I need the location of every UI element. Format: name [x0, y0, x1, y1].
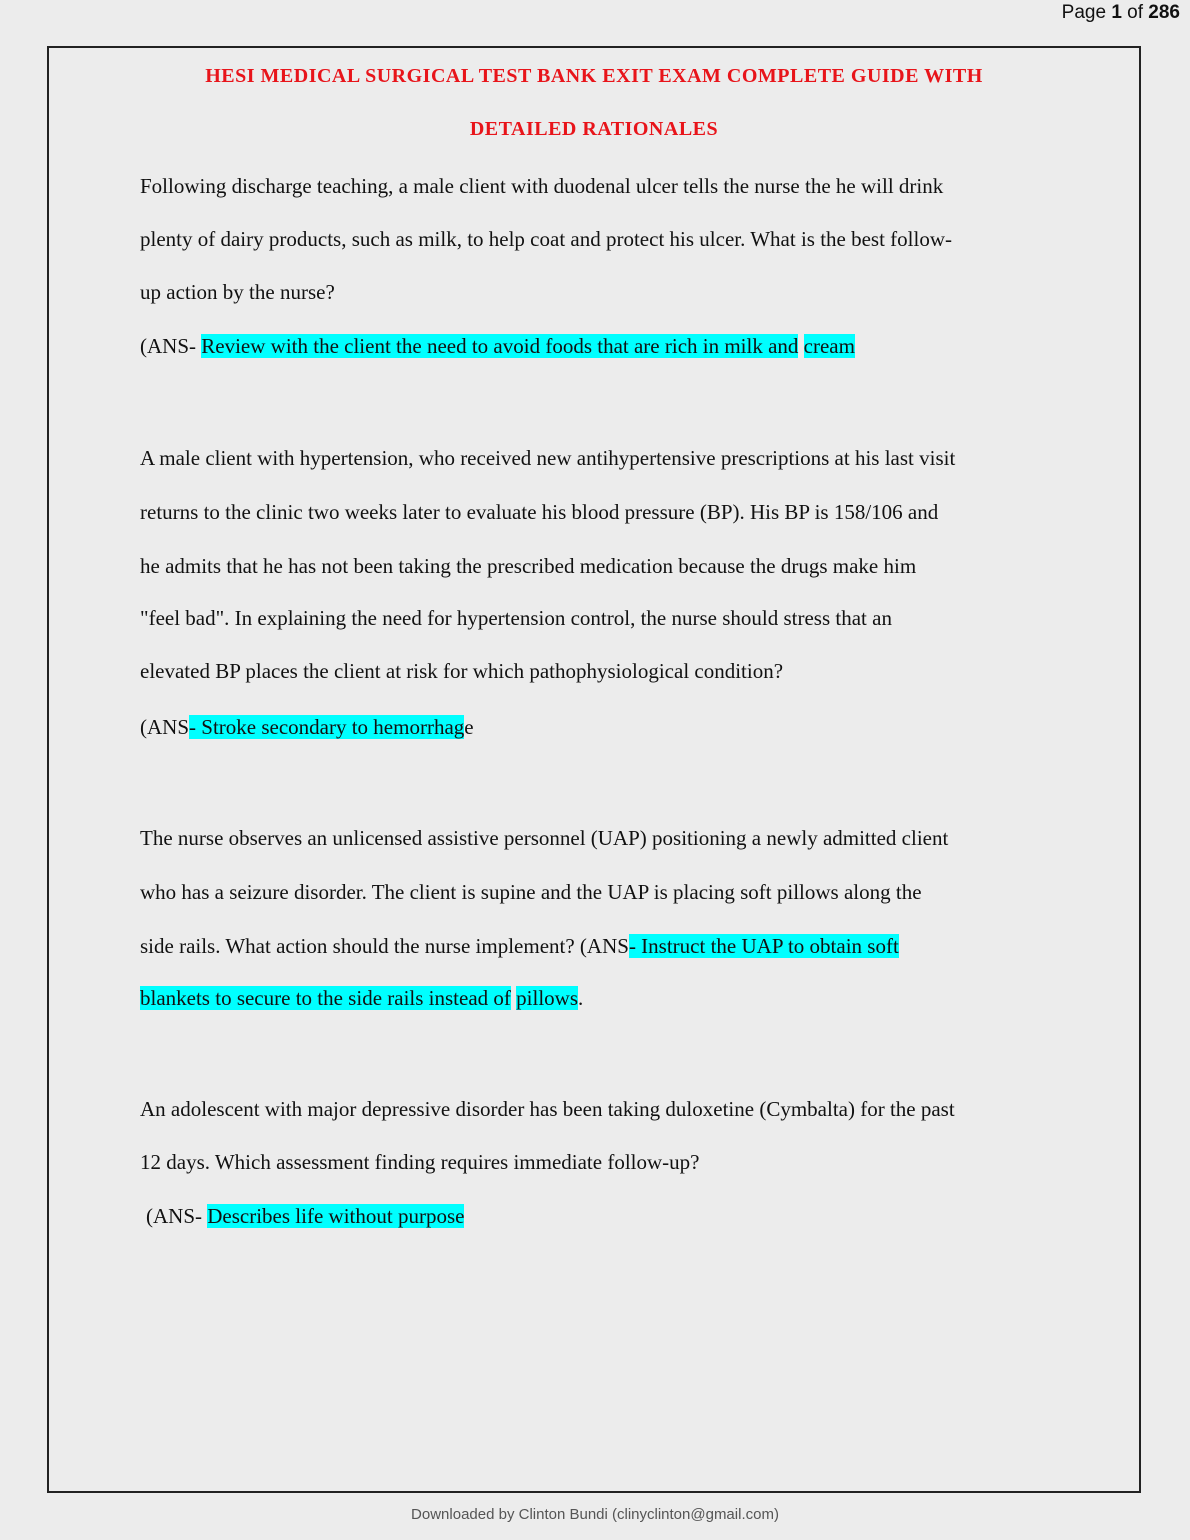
q2-line-1: A male client with hypertension, who received new antihypertensive prescriptions at his last visit: [140, 446, 956, 470]
q3-line-3: side rails. What action should the nurse implement? (ANS- Instruct the UAP to obtain soft: [140, 934, 899, 958]
q1-line-3: up action by the nurse?: [140, 280, 335, 304]
q2-answer: (ANS- Stroke secondary to hemorrhage: [140, 715, 474, 739]
q2-answer-highlight: - Stroke secondary to hemorrhag: [189, 715, 465, 739]
q3-answer-highlight-3: pillows: [516, 986, 578, 1010]
q3-answer-highlight: - Instruct the UAP to obtain soft: [628, 934, 899, 958]
q1-answer-highlight-2: cream: [803, 334, 855, 358]
document-title-line-2: DETAILED RATIONALES: [469, 118, 719, 140]
q3-line-1: The nurse observes an unlicensed assistive personnel (UAP) positioning a newly admitted client: [140, 826, 949, 850]
page-border: [47, 46, 1141, 1493]
q3-line-4: blankets to secure to the side rails instead of pillows.: [140, 986, 584, 1010]
q1-answer-highlight: Review with the client the need to avoid foods that are rich in milk and: [201, 334, 799, 358]
q2-line-5: elevated BP places the client at risk for which pathophysiological condition?: [140, 659, 784, 683]
q4-answer-highlight: Describes life without purpose: [207, 1204, 465, 1228]
q1-line-2: plenty of dairy products, such as milk, to help coat and protect his ulcer. What is the best follow-: [140, 227, 953, 251]
q4-line-2: 12 days. Which assessment finding requires immediate follow-up?: [140, 1150, 700, 1174]
q1-line-1: Following discharge teaching, a male client with duodenal ulcer tells the nurse the he will drink: [140, 174, 944, 198]
q3-line-2: who has a seizure disorder. The client is supine and the UAP is placing soft pillows along the: [140, 880, 922, 904]
q2-line-4: "feel bad". In explaining the need for hypertension control, the nurse should stress that an: [140, 606, 892, 630]
download-footer: Downloaded by Clinton Bundi (clinyclinton@gmail.com): [411, 1506, 779, 1523]
q4-line-1: An adolescent with major depressive disorder has been taking duloxetine (Cymbalta) for the past: [140, 1097, 955, 1121]
q3-answer-highlight-2: blankets to secure to the side rails instead of: [140, 986, 511, 1010]
q4-answer: (ANS- Describes life without purpose: [146, 1204, 465, 1228]
page-number: Page 1 of 286: [1061, 2, 1180, 23]
q2-line-2: returns to the clinic two weeks later to evaluate his blood pressure (BP). His BP is 158/106 and: [140, 500, 939, 524]
q1-answer: (ANS- Review with the client the need to avoid foods that are rich in milk and cream: [140, 334, 855, 358]
document-title-line-1: HESI MEDICAL SURGICAL TEST BANK EXIT EXAM COMPLETE GUIDE WITH: [205, 65, 983, 87]
q2-line-3: he admits that he has not been taking the prescribed medication because the drugs make him: [140, 554, 917, 578]
